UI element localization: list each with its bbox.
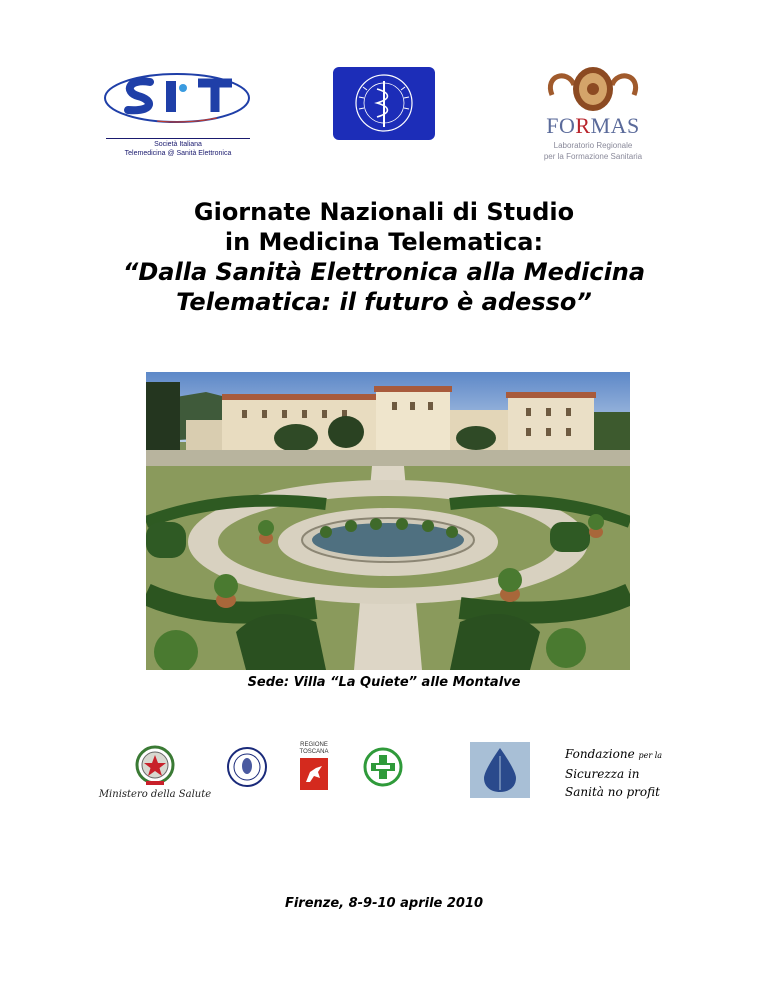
regione-toscana-logo bbox=[296, 742, 332, 792]
formas-wordmark bbox=[522, 113, 664, 139]
formas-word-a: FO bbox=[546, 113, 576, 138]
medal-logo bbox=[226, 746, 268, 788]
sit-line2: Telemedicina @ Sanità Elettronica bbox=[124, 150, 232, 157]
water-drop-icon bbox=[470, 742, 530, 798]
italian-emblem-icon bbox=[96, 743, 214, 789]
green-cross-icon bbox=[363, 747, 403, 787]
formas-crest-icon bbox=[522, 65, 664, 115]
sit-logo-mark bbox=[98, 68, 256, 138]
toscana-pegasus-icon bbox=[296, 758, 332, 792]
iss-logo bbox=[333, 67, 435, 140]
iss-emblem-icon bbox=[333, 67, 435, 140]
formas-line2: per la Formazione Sanitaria bbox=[543, 152, 643, 161]
formas-logo bbox=[522, 65, 664, 165]
formas-line1: Laboratorio Regionale bbox=[553, 141, 633, 150]
fondazione-line1 bbox=[565, 745, 675, 765]
toscana-line2: TOSCANA bbox=[299, 749, 329, 755]
formas-word-b: R bbox=[575, 113, 591, 138]
sit-logo bbox=[98, 68, 256, 166]
villa-garden-image bbox=[146, 372, 630, 670]
sit-line1: Società Italiana bbox=[106, 138, 250, 148]
venue-caption: Sede: Villa “La Quiete” alle Montalve bbox=[247, 675, 521, 690]
title-line-4: Telematica: il futuro è adesso” bbox=[176, 288, 592, 316]
medal-seal-icon bbox=[226, 746, 268, 788]
ministero-logo bbox=[96, 743, 214, 813]
fondazione-logo bbox=[565, 745, 675, 805]
event-date: Firenze, 8-9-10 aprile 2010 bbox=[284, 896, 484, 911]
fondazione-line3: Sanità no profit bbox=[565, 785, 660, 799]
fondazione-line2: Sicurezza in bbox=[565, 767, 640, 781]
fondazione-per: per la bbox=[638, 751, 663, 760]
title-line-3: “Dalla Sanità Elettronica alla Medicina bbox=[122, 258, 646, 286]
ministero-label: Ministero della Salute bbox=[98, 789, 212, 800]
fondazione-word: Fondazione bbox=[565, 747, 635, 761]
drop-logo bbox=[470, 742, 530, 798]
document-title bbox=[0, 197, 768, 317]
toscana-line1: REGIONE bbox=[300, 742, 328, 748]
green-cross-logo bbox=[363, 747, 403, 787]
villa-garden-photo bbox=[146, 372, 630, 670]
formas-word-c: MAS bbox=[590, 113, 640, 138]
title-line-2: in Medicina Telematica: bbox=[224, 228, 544, 256]
title-line-1: Giornate Nazionali di Studio bbox=[193, 198, 575, 226]
